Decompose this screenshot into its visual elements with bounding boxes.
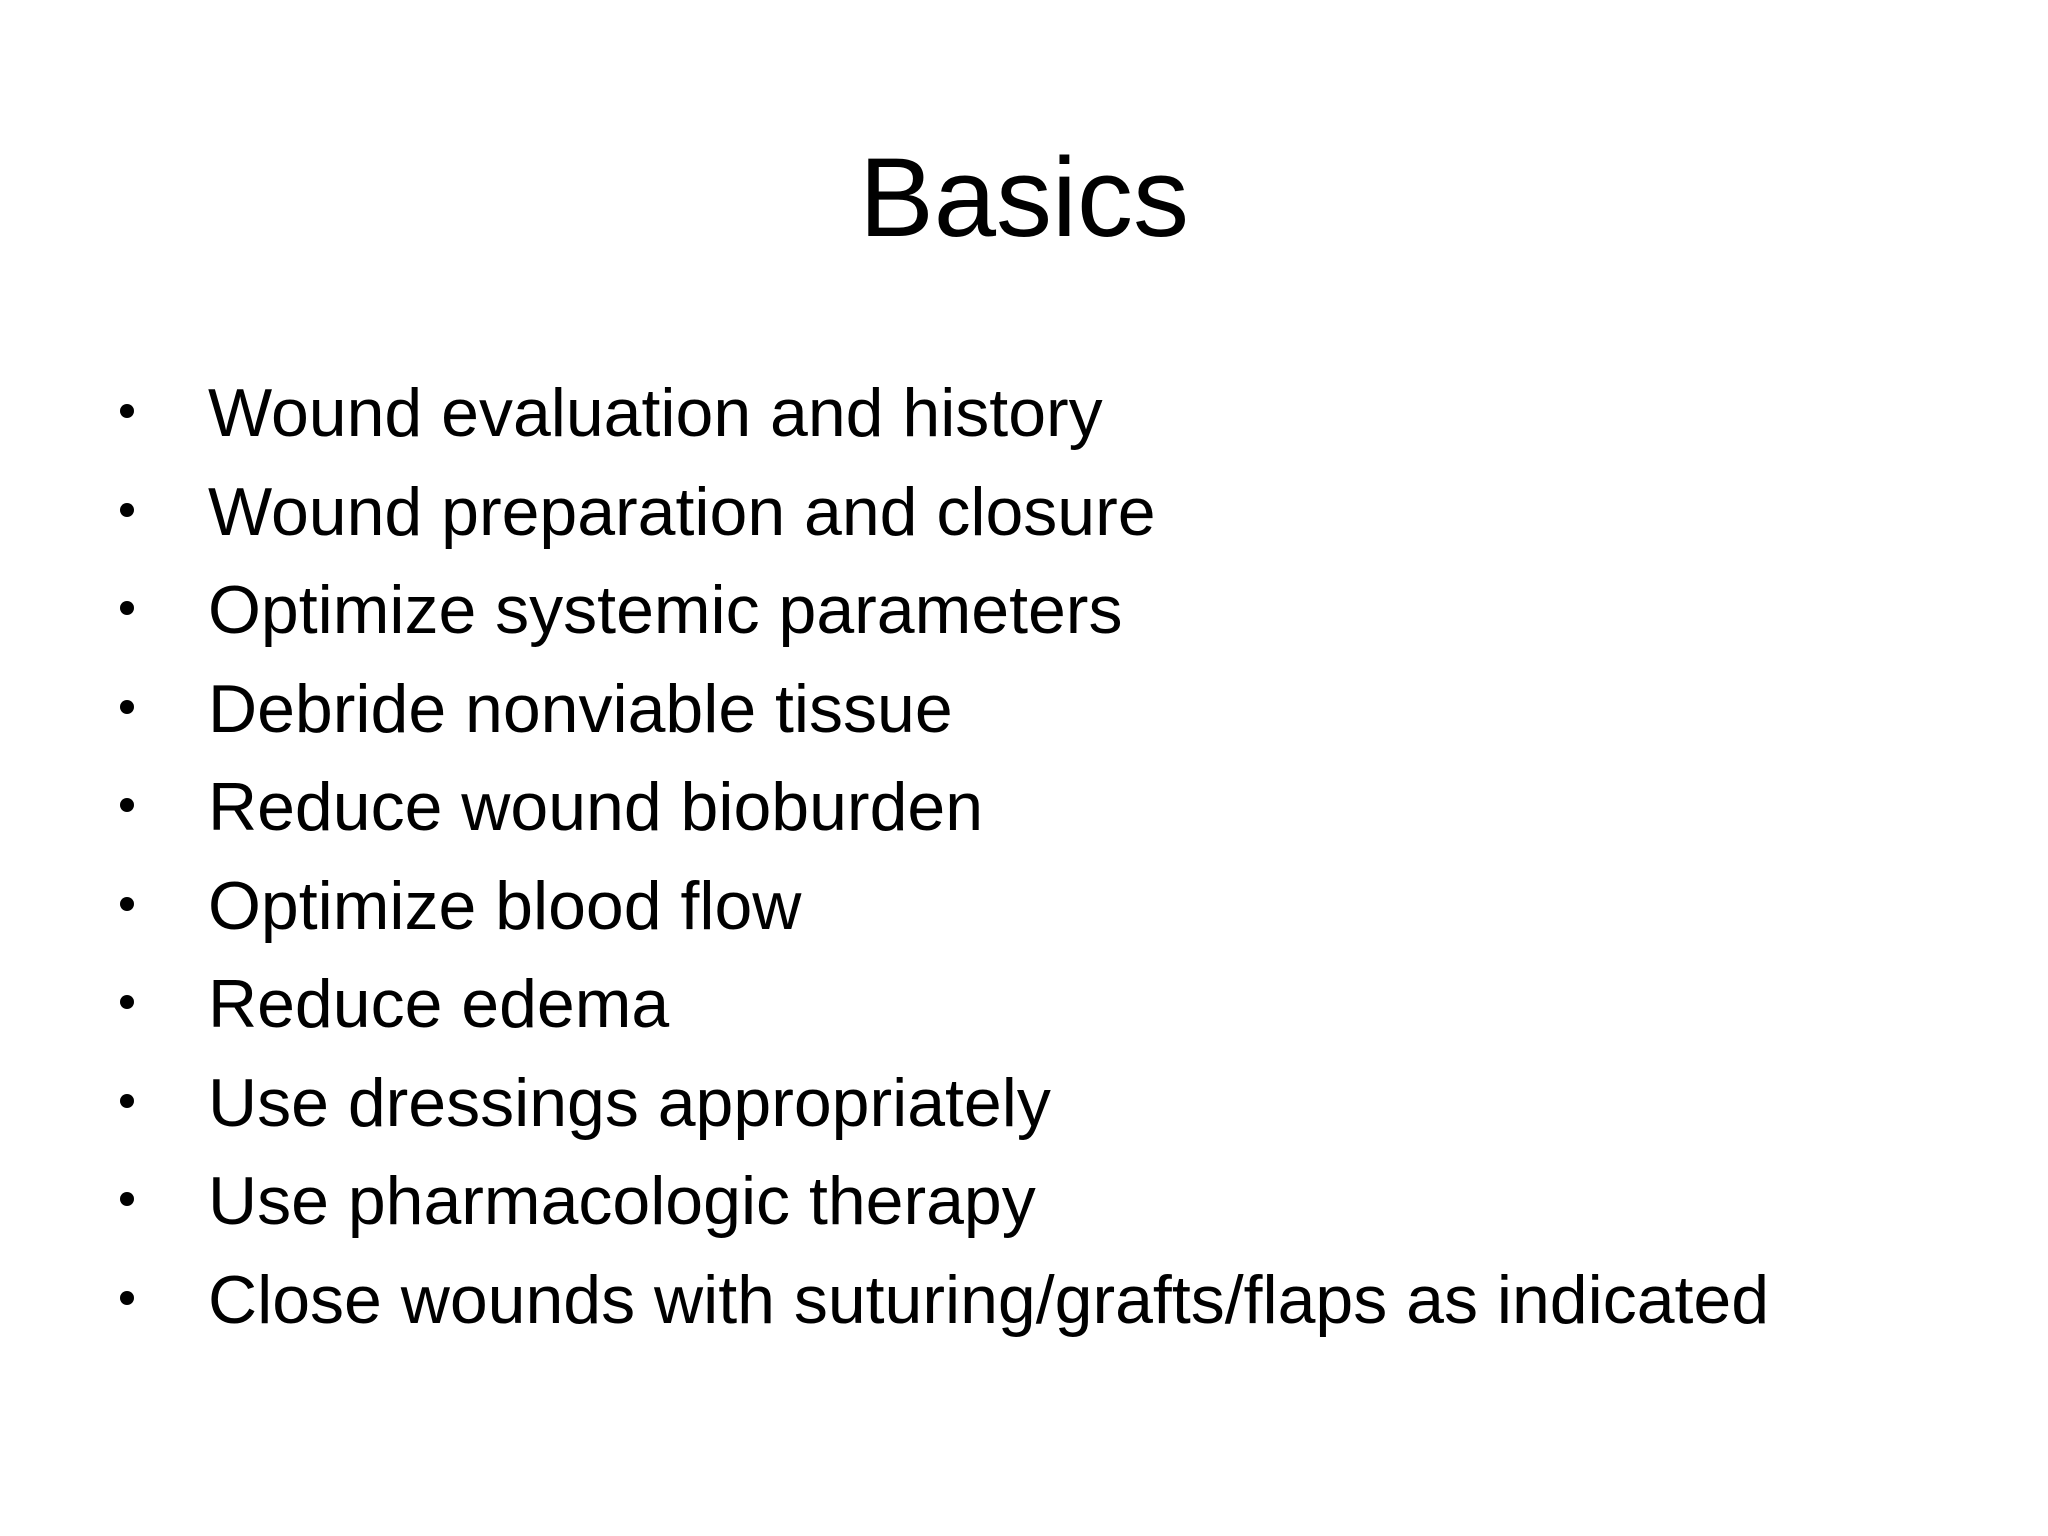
bullet-text: Wound evaluation and history [208, 375, 1103, 452]
list-item [120, 1152, 1769, 1251]
bullet-text: Close wounds with suturing/grafts/flaps as indicated [208, 1261, 1770, 1338]
bullet-text: Use dressings appropriately [208, 1064, 1051, 1141]
bullet-text: Debride nonviable tissue [208, 670, 953, 747]
bullet-dot-icon [120, 1094, 134, 1108]
bullet-dot-icon [120, 503, 134, 517]
bullet-dot-icon [120, 897, 134, 911]
bullet-dot-icon [120, 1192, 134, 1206]
list-item [120, 660, 1769, 759]
list-item [120, 955, 1769, 1054]
bullet-text: Use pharmacologic therapy [208, 1163, 1036, 1240]
bullet-dot-icon [120, 995, 134, 1009]
slide-title: Basics [859, 135, 1189, 260]
bullet-dot-icon [120, 700, 134, 714]
list-item [120, 758, 1769, 857]
list-item [120, 364, 1769, 463]
list-item [120, 1054, 1769, 1153]
bullet-text: Optimize blood flow [208, 867, 802, 944]
bullet-dot-icon [120, 1291, 134, 1305]
bullet-list [120, 364, 1769, 1349]
bullet-text: Wound preparation and closure [208, 473, 1156, 550]
bullet-dot-icon [120, 404, 134, 418]
bullet-dot-icon [120, 798, 134, 812]
bullet-text: Optimize systemic parameters [208, 572, 1123, 649]
bullet-text: Reduce edema [208, 966, 670, 1043]
list-item [120, 463, 1769, 562]
list-item [120, 1251, 1769, 1350]
list-item [120, 857, 1769, 956]
list-item [120, 561, 1769, 660]
bullet-text: Reduce wound bioburden [208, 769, 984, 846]
bullet-dot-icon [120, 601, 134, 615]
